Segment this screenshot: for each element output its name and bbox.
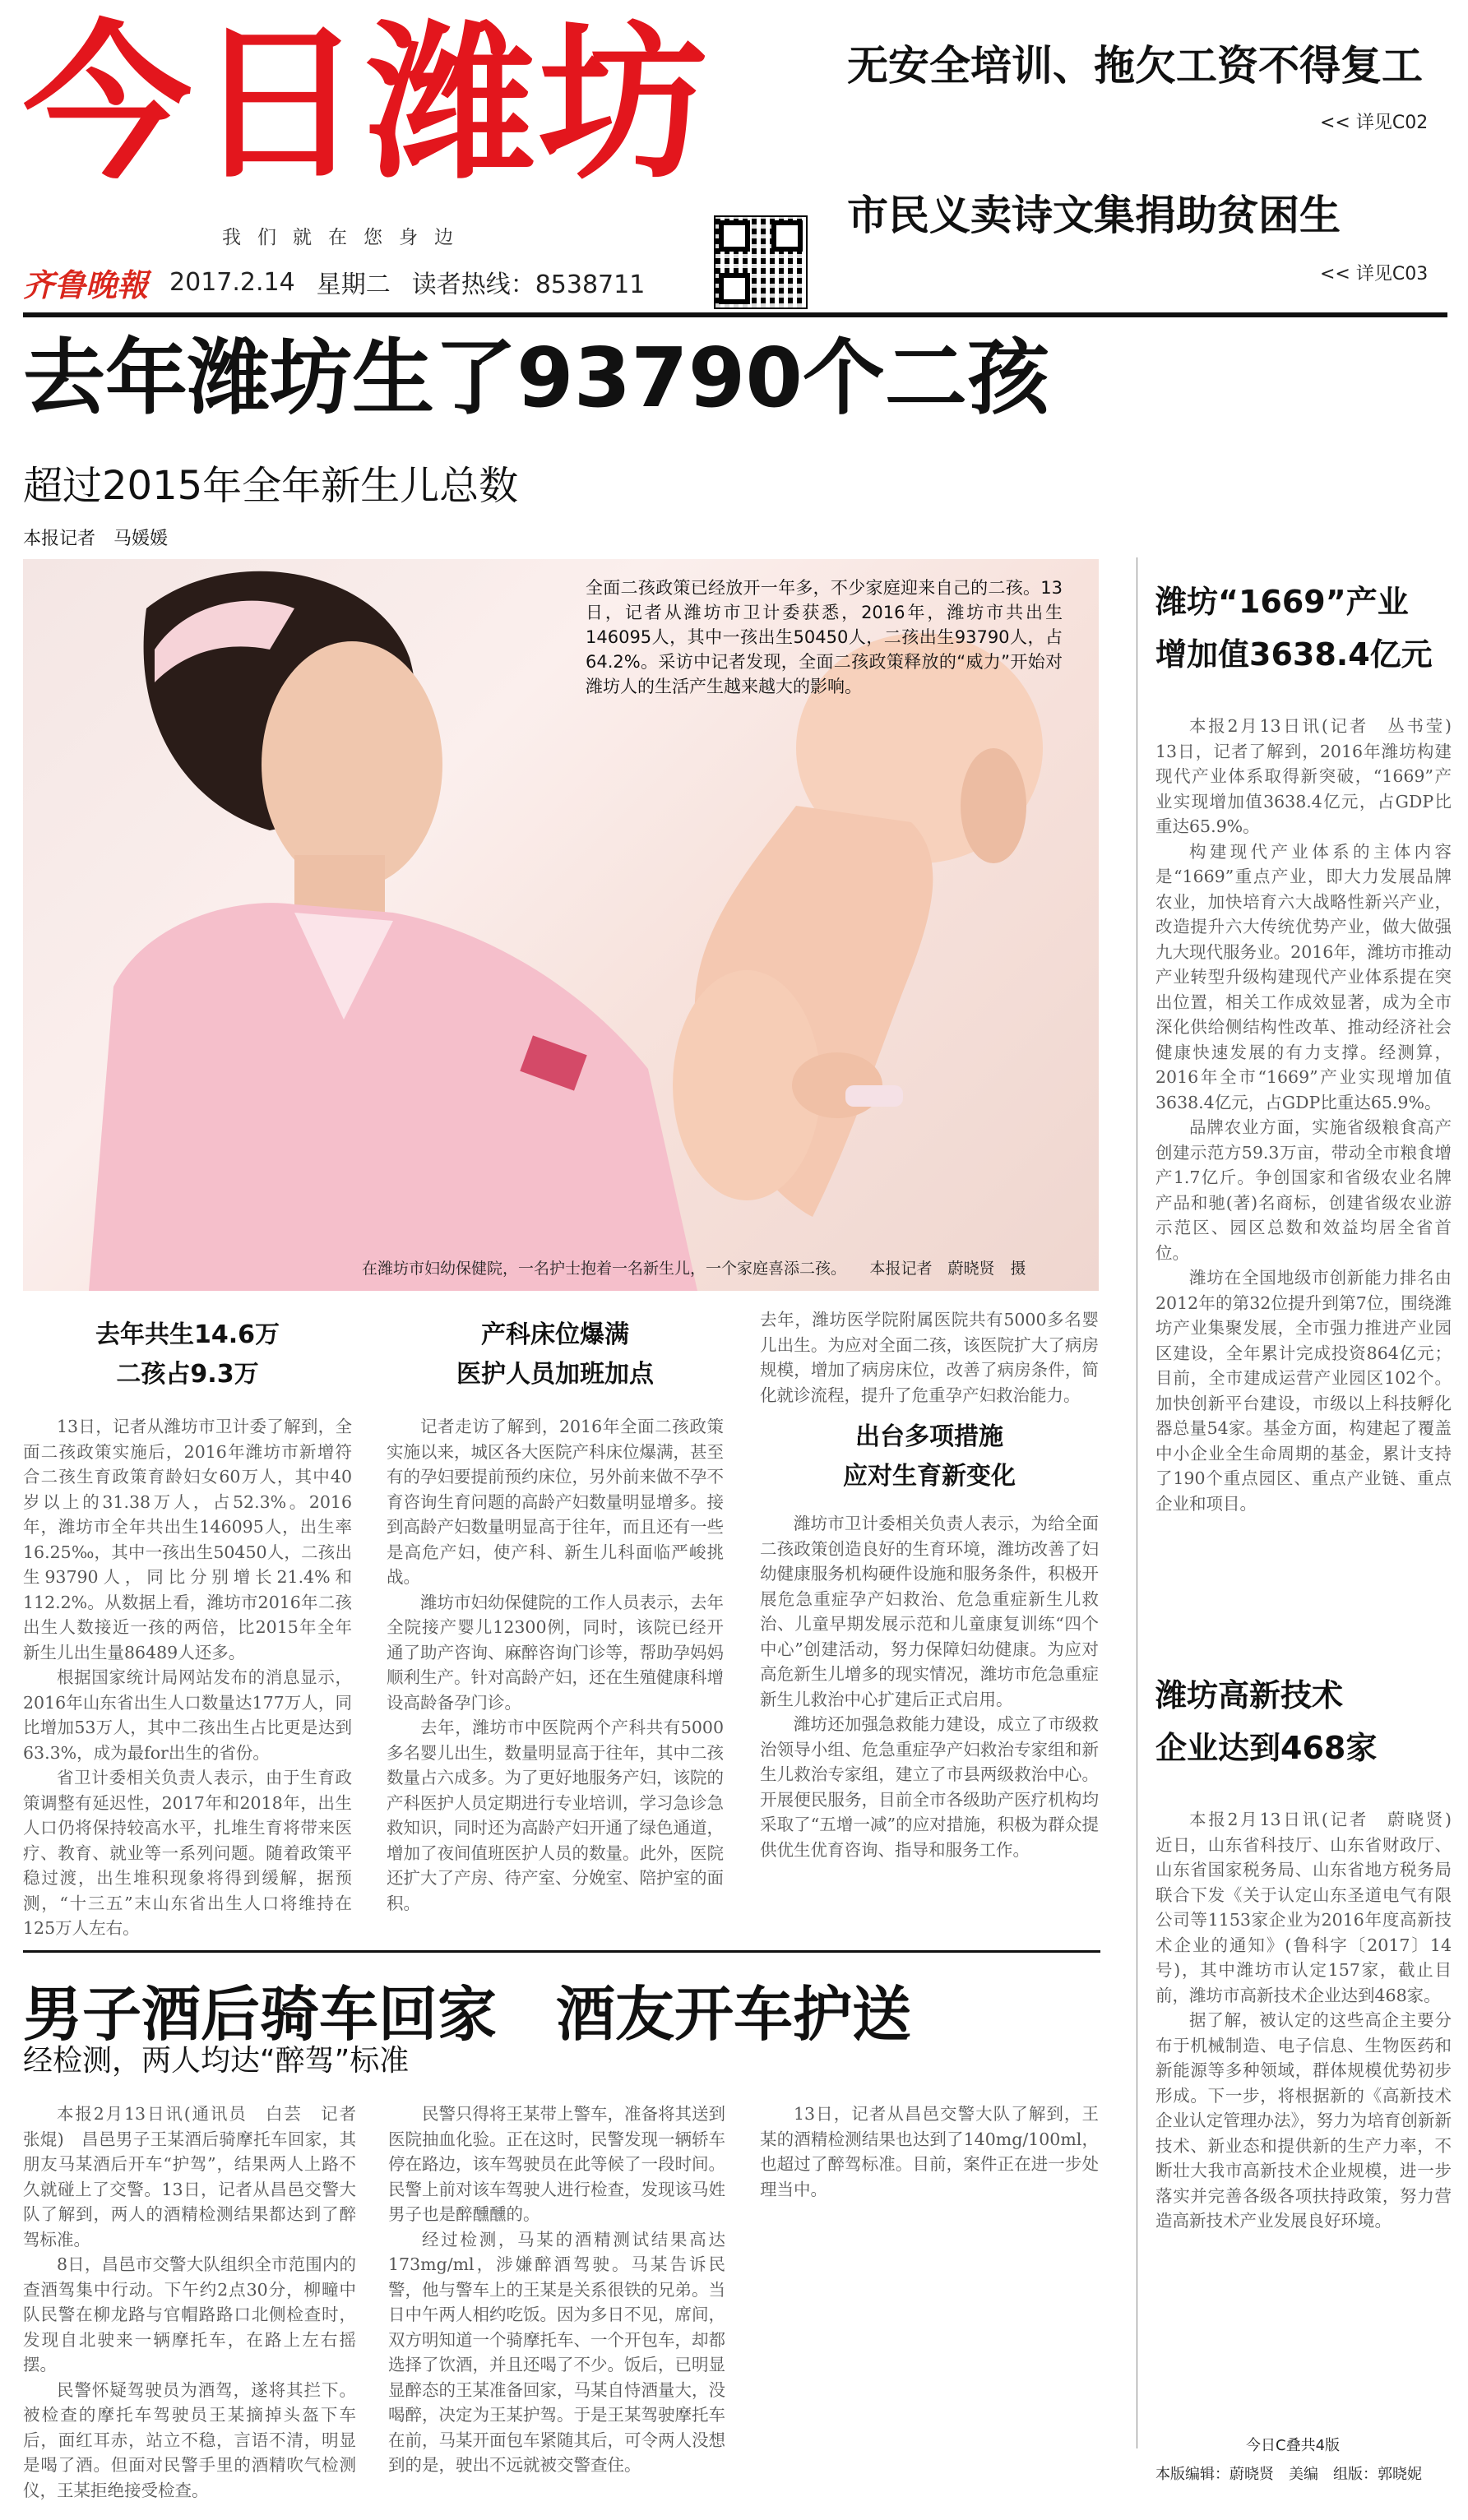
sidebar-2-head: 潍坊高新技术 企业达到468家 [1155,1677,1378,1766]
story2-title: 男子酒后骑车回家 酒友开车护送 [23,1980,912,2049]
reader-hotline: 读者热线：8538711 [411,270,646,299]
lead-col-3 [760,1307,1099,1914]
lead-intro: 全面二孩政策已经放开一年多，不少家庭迎来自己的二孩。13日，记者从潍坊市卫计委获悉，2016年，潍坊市共出生146095人，其中一孩出生50450人，二孩出生93790人，占64.2%。采访中记者发现，全面二孩政策释放的“威力”开始对潍坊人的生活产生越来越大的影响。 [586,578,1063,696]
teaser-1-ref[interactable]: << 详见C02 [1320,113,1429,133]
teaser-2-ref[interactable]: << 详见C03 [1320,264,1429,284]
section-2-head: 产科床位爆满 医护人员加班加点 [456,1320,654,1389]
lead-headline: 去年潍坊生了93790个二孩 [23,330,1049,426]
section-1-head: 去年共生14.6万 二孩占9.3万 [95,1320,280,1389]
masthead-infoline [23,261,706,303]
lead-byline: 本报记者 马媛媛 [23,529,169,549]
photo-caption: 在潍坊市妇幼保健院，一名护士抱着一名新生儿，一个家庭喜添二孩。 本报记者 蔚晓贤 摄 [362,1260,1026,1278]
sidebar-1-body: 本报2月13日讯(记者 丛书莹) 13日，记者了解到，2016年潍坊构建现代产业体系取得新突破，“1669”产业实现增加值3638.4亿元，占GDP比重达65.9%。 构建现代产业体系的主体内容是“1669”重点产业，即大力发展品牌农业，加快培育六大战略性新兴产业，改造提升六大传统优势产业，做大做强九大现代服务业。2016年，潍坊市推动产业转型升级构建现代产业体系提在突出位置，相关工作成效显著，成为全市深化供给侧结构性改革、推动经济社会健康快速发展的有力支撑。经测算，2016年全市“1669”产业实现增加值3638.4亿元，占GDP比重达65.9%。 品牌农业方面，实施省级粮食高产创建示范方59.3万亩，带动全市粮食增产1.7亿斤。争创国家和省级农业名牌产品和驰(著)名商标，创建省级农业游示范区、园区总数和效益均居全省首位。 潍坊在全国地级市创新能力排名由2012年的第32位提升到第7位，围绕潍坊产业集聚发展，全市强力推进产业园区建设，全年累计完成投资864亿元；目前，全市建成运营产业园区102个。加快创新平台建设，市级以上科技孵化器总量54家。基金方面，构建起了覆盖中小企业全生命周期的基金，累计支持了190个重点园区、重点产业链、重点企业和项目。 [1155,716,1468,1514]
issue-date: 2017.2.14 [169,267,295,297]
story2-subtitle: 经检测，两人均达“醉驾”标准 [23,2044,410,2078]
edit-credits: 本版编辑：蔚晓贤 美编 组版：郭晓妮 [1155,2466,1422,2483]
page-count: 今日C叠共4版 [1246,2437,1341,2454]
sidebar-story-1 [1155,576,1468,1655]
sidebar-2-body: 本报2月13日讯(记者 蔚晓贤) 近日，山东省科技厅、山东省财政厅、山东省国家税务局、山东省地方税务局联合下发《关于认定山东圣道电气有限公司等1153家企业为2016年度高新技术企业的通知》(鲁科字〔2017〕14号)，其中潍坊市认定157家，截止目前，潍坊市高新技术企业达到468家。 据了解，被认定的这些高企主要分布于机械制造、电子信息、生物医药和新能源等多种领域，群体规模优势初步形成。下一步，将根据新的《高新技术企业认定管理办法》，努力为培育创新新技术、新业态和提供新的生产力率，不断壮大我市高新技术企业规模，进一步落实并完善各级各项扶持政策，努力营造高新技术产业发展良好环境。 [1155,1810,1468,2231]
teaser-2-title[interactable]: 市民义卖诗文集捐助贫困生 [847,192,1341,239]
lead-col-2 [387,1315,724,1924]
story2-col-3: 13日，记者从昌邑交警大队了解到，王某的酒精检测结果也达到了140mg/100ml，也超过了醉驾标准。目前，案件正在进一步处理当中。 [760,2104,1099,2199]
story2-col-1: 本报2月13日讯(通讯员 白芸 记者 张焜) 昌邑男子王某酒后骑摩托车回家，其朋友马某酒后开车“护驾”，结果两人上路不久就碰上了交警。13日，记者从昌邑交警大队了解到，两人的酒精检测结果都达到了醉驾标准。 8日，昌邑市交警大队组织全市范围内的查酒驾集中行动。下午约2点30分，柳疃中队民警在柳龙路与官帽路路口北侧检查时，发现自北驶来一辆摩托车，在路上左右摇摆。 民警怀疑驾驶员为酒驾，遂将其拦下。被检查的摩托车驾驶员王某摘掉头盔下车后，面红耳赤，站立不稳，言语不清，明显是喝了酒。但面对民警手里的酒精吹气检测仪，王某拒绝接受检查。 [23,2104,373,2500]
story-divider [23,1950,1100,1953]
masthead-rule [23,312,1447,317]
story2-col-2: 民警只得将王某带上警车，准备将其送到医院抽血化验。正在这时，民警发现一辆轿车停在路边，该车驾驶员在此等候了一段时间。民警上前对该车驾驶人进行检查，发现该马姓男子也是醉醺醺的。 经过检测，马某的酒精测试结果高达173mg/ml，涉嫌醉酒驾驶。马某告诉民警，他与警车上的王某是关系很铁的兄弟。当日中午两人相约吃饭。因为多日不见，席间，双方明知道一个骑摩托车、一个开包车，却都选择了饮酒，并且还喝了不少。饭后，已明显显醉态的王某准备回家，马某自恃酒量大，没喝醉，决定为王某护驾。于是王某驾驶摩托车在前，马某开面包车紧随其后，可令两人没想到的是，驶出不远就被交警查住。 [388,2104,725,2475]
section-3-body: 潍坊市卫计委相关负责人表示，为给全面二孩政策创造良好的生育环境，潍坊改善了妇幼健康服务机构硬件设施和服务条件，积极开展危急重症孕产妇救治、危急重症新生儿救治、儿童早期发展示范和儿童康复训练“四个中心”创建活动，努力保障妇幼健康。为应对高危新生儿增多的现实情况，潍坊市危急重症新生儿救治中心扩建后正式启用。 潍坊还加强急救能力建设，成立了市级救治领导小组、危急重症孕产妇救治专家组和新生儿救治专家组，建立了市县两级救治中心。开展便民服务，目前全市各级助产医疗机构均采取了“五增一减”的应对措施，积极为群众提供优生优育咨询、指导和服务工作。 [760,1514,1099,1860]
lead-subhead: 超过2015年全年新生儿总数 [23,463,519,509]
newspaper-brand: 齐鲁晚報 [23,266,149,303]
section-1-body: 13日，记者从潍坊市卫计委了解到，全面二孩政策实施后，2016年潍坊市新增符合二孩生育政策育龄妇女60万人，其中40岁以上的31.38万人，占52.3%。2016年，潍坊市全年共出生146095人，出生率16.25‰，其中一孩出生50450人，二孩出生93790人，同比分别增长21.4%和112.2%。从数据上看，潍坊市2016年二孩出生人数接近一孩的两倍，比2015年全年新生儿出生量86489人还多。 根据国家统计局网站发布的消息显示，2016年山东省出生人口数量达177万人，同比增加53万人，其中二孩出生占比更是达到63.3%，成为最for出生的省份。 省卫计委相关负责人表示，由于生育政策调整有延迟性，2017年和2018年，出生人口仍将保持较高水平，扎堆生育将带来医疗、教育、就业等一系列问题。随着政策平稳过渡，出生堆积现象将得到缓解，据预测，“十三五”末山东省出生人口将维持在125万人左右。 [23,1417,352,1938]
issue-weekday: 星期二 [316,270,391,299]
masthead-slogan: 我们就在您身边 [222,227,470,248]
section-3-head: 出台多项措施 应对生育新变化 [843,1422,1016,1491]
lead-col-1 [23,1315,352,1941]
section-2-body: 记者走访了解到，2016年全面二孩政策实施以来，城区各大医院产科床位爆满，甚至有的孕妇要提前预约床位，另外前来做不孕不育咨询生育问题的高龄产妇数量明显增多。接到高龄产妇数量明显高于往年，而且还有一些是高危产妇，使产科、新生儿科面临严峻挑战。 潍坊市妇幼保健院的工作人员表示，去年全院接产婴儿12300例，同时，该院已经开通了助产咨询、麻醉咨询门诊等，帮助孕妈妈顺利生产。针对高龄产妇，还在生殖健康科增设高龄备孕门诊。 去年，潍坊市中医院两个产科共有5000多名婴儿出生，数量明显高于往年，其中二孩数量占六成多。为了更好地服务产妇，该院的产科医护人员定期进行专业培训，学习急诊急救知识，同时还为高龄产妇开通了绿色通道，增加了夜间值班医护人员的数量。此外，医院还扩大了产房、待产室、分娩室、陪护室的面积。 [387,1417,724,1913]
section-2-cont: 去年，潍坊医学院附属医院共有5000多名婴儿出生。为应对全面二孩，该医院扩大了病房规模，增加了病房床位，改善了病房条件，简化就诊流程，提升了危重孕产妇救治能力。 [760,1310,1099,1405]
sidebar-story-2 [1155,1669,1468,2399]
qr-code-icon [714,215,808,309]
teaser-1-title[interactable]: 无安全培训、拖欠工资不得复工 [847,42,1423,90]
masthead-title: 今日潍坊 [23,7,711,202]
sidebar-1-head: 潍坊“1669”产业 增加值3638.4亿元 [1155,584,1433,673]
